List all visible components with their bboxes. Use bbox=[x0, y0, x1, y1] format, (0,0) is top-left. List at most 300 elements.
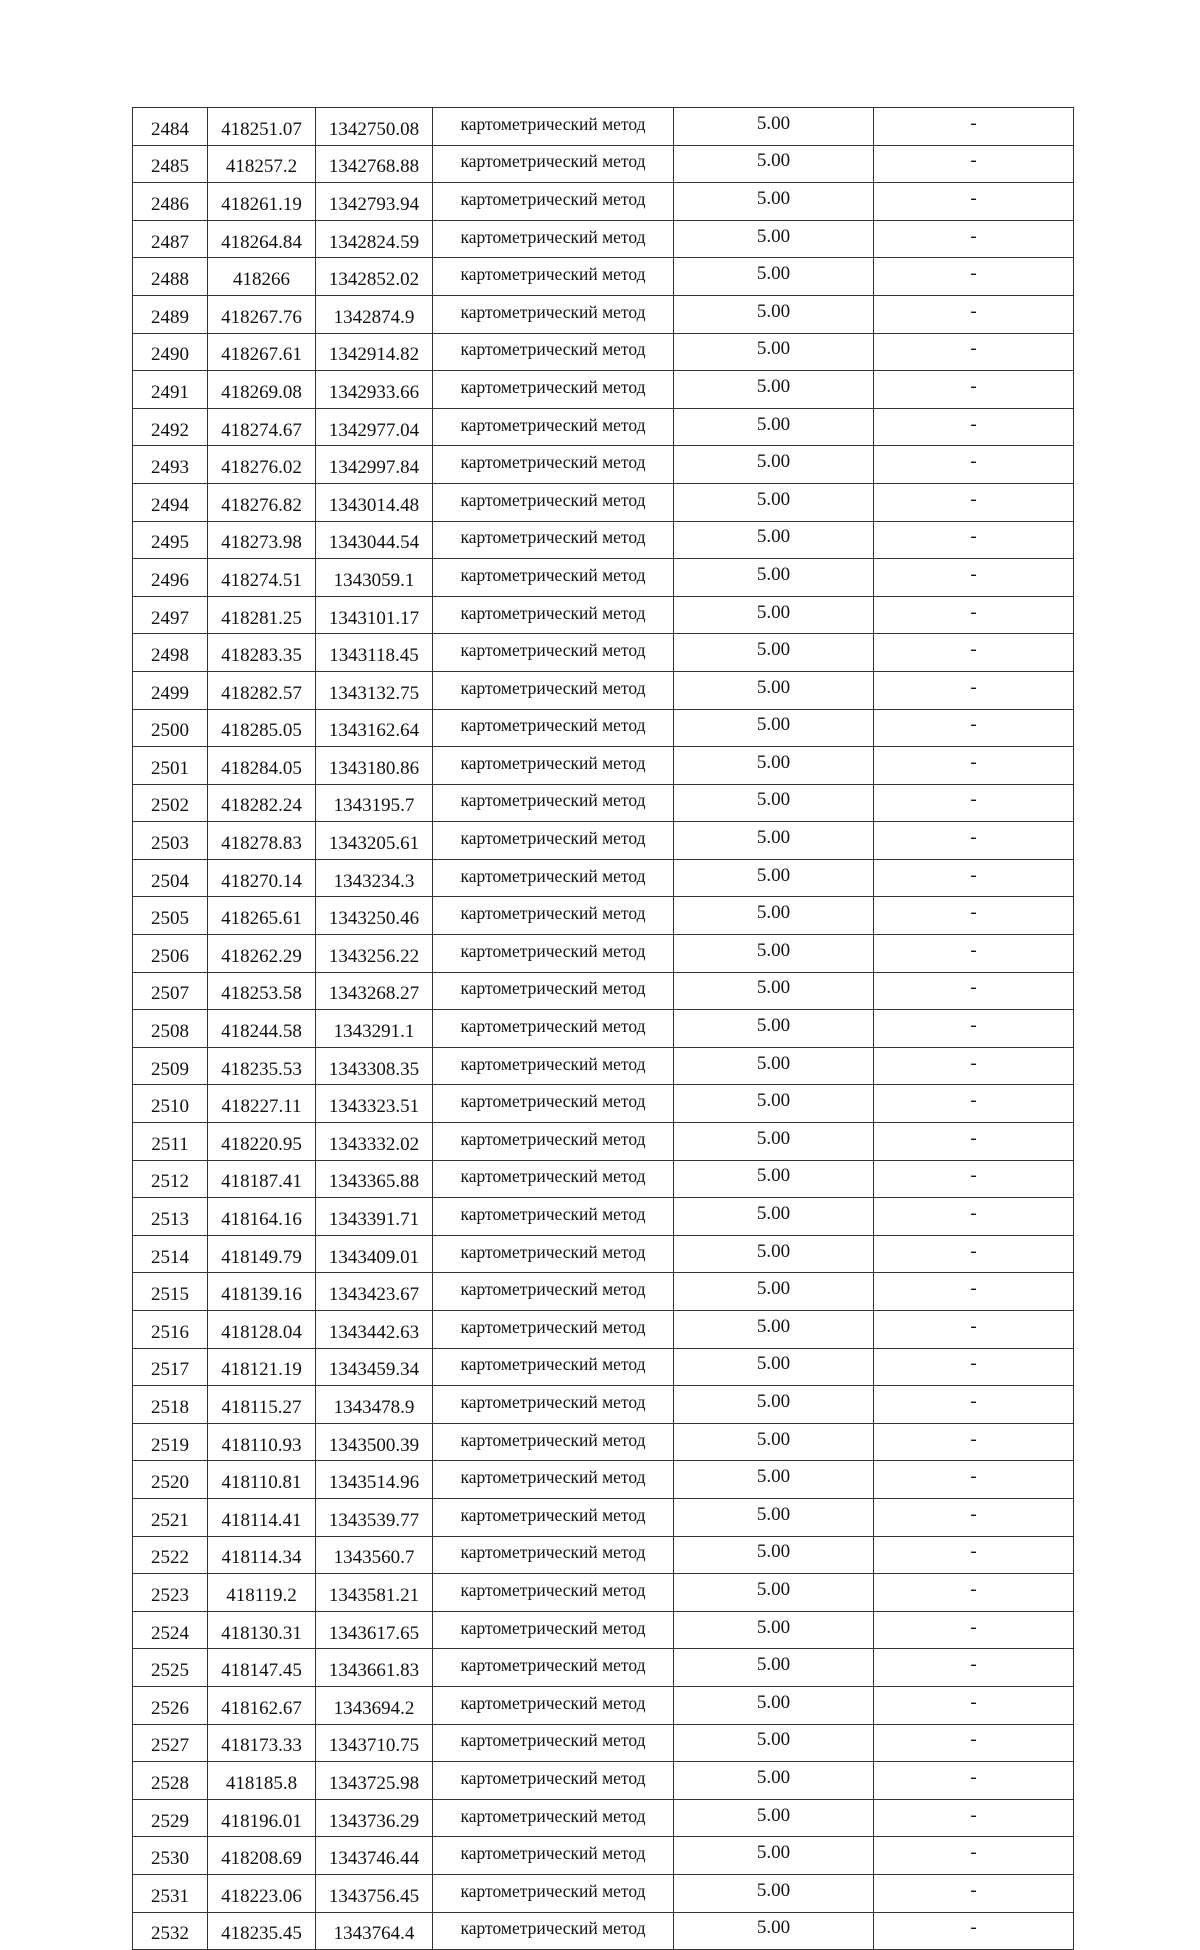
method-cell: картометрический метод bbox=[433, 972, 674, 1010]
y-coordinate-cell: 1343560.7 bbox=[316, 1536, 433, 1574]
note-cell: - bbox=[874, 145, 1074, 183]
table-body bbox=[133, 108, 1074, 1950]
table-row bbox=[133, 709, 1074, 747]
accuracy-cell: 5.00 bbox=[674, 1686, 874, 1724]
point-number-cell: 2516 bbox=[133, 1311, 208, 1349]
x-coordinate-cell: 418266 bbox=[208, 258, 316, 296]
method-cell: картометрический метод bbox=[433, 1762, 674, 1800]
point-number-cell: 2497 bbox=[133, 596, 208, 634]
accuracy-cell: 5.00 bbox=[674, 1198, 874, 1236]
note-cell: - bbox=[874, 1123, 1074, 1161]
x-coordinate-cell: 418196.01 bbox=[208, 1799, 316, 1837]
accuracy-cell: 5.00 bbox=[674, 559, 874, 597]
note-cell: - bbox=[874, 897, 1074, 935]
point-number-cell: 2512 bbox=[133, 1160, 208, 1198]
note-cell: - bbox=[874, 333, 1074, 371]
point-number-cell: 2524 bbox=[133, 1611, 208, 1649]
accuracy-cell: 5.00 bbox=[674, 1611, 874, 1649]
accuracy-cell: 5.00 bbox=[674, 1874, 874, 1912]
y-coordinate-cell: 1342874.9 bbox=[316, 295, 433, 333]
y-coordinate-cell: 1343764.4 bbox=[316, 1912, 433, 1950]
x-coordinate-cell: 418274.67 bbox=[208, 408, 316, 446]
table-row bbox=[133, 1724, 1074, 1762]
table-row bbox=[133, 671, 1074, 709]
accuracy-cell: 5.00 bbox=[674, 1498, 874, 1536]
point-number-cell: 2490 bbox=[133, 333, 208, 371]
table-row bbox=[133, 596, 1074, 634]
y-coordinate-cell: 1343746.44 bbox=[316, 1837, 433, 1875]
method-cell: картометрический метод bbox=[433, 220, 674, 258]
table-row bbox=[133, 1574, 1074, 1612]
accuracy-cell: 5.00 bbox=[674, 1536, 874, 1574]
table-row bbox=[133, 1649, 1074, 1687]
method-cell: картометрический метод bbox=[433, 1160, 674, 1198]
method-cell: картометрический метод bbox=[433, 258, 674, 296]
method-cell: картометрический метод bbox=[433, 408, 674, 446]
point-number-cell: 2491 bbox=[133, 371, 208, 409]
table-row bbox=[133, 559, 1074, 597]
x-coordinate-cell: 418235.45 bbox=[208, 1912, 316, 1950]
note-cell: - bbox=[874, 559, 1074, 597]
accuracy-cell: 5.00 bbox=[674, 1423, 874, 1461]
note-cell: - bbox=[874, 1235, 1074, 1273]
method-cell: картометрический метод bbox=[433, 747, 674, 785]
x-coordinate-cell: 418262.29 bbox=[208, 935, 316, 973]
y-coordinate-cell: 1343500.39 bbox=[316, 1423, 433, 1461]
x-coordinate-cell: 418119.2 bbox=[208, 1574, 316, 1612]
method-cell: картометрический метод bbox=[433, 145, 674, 183]
point-number-cell: 2509 bbox=[133, 1047, 208, 1085]
method-cell: картометрический метод bbox=[433, 1536, 674, 1574]
table-row bbox=[133, 1762, 1074, 1800]
x-coordinate-cell: 418187.41 bbox=[208, 1160, 316, 1198]
table-row bbox=[133, 747, 1074, 785]
table-row bbox=[133, 1273, 1074, 1311]
y-coordinate-cell: 1343391.71 bbox=[316, 1198, 433, 1236]
method-cell: картометрический метод bbox=[433, 935, 674, 973]
y-coordinate-cell: 1343581.21 bbox=[316, 1574, 433, 1612]
y-coordinate-cell: 1342997.84 bbox=[316, 446, 433, 484]
accuracy-cell: 5.00 bbox=[674, 784, 874, 822]
table-row bbox=[133, 784, 1074, 822]
table-row bbox=[133, 1874, 1074, 1912]
table-row bbox=[133, 1348, 1074, 1386]
x-coordinate-cell: 418128.04 bbox=[208, 1311, 316, 1349]
point-number-cell: 2506 bbox=[133, 935, 208, 973]
table-row bbox=[133, 183, 1074, 221]
y-coordinate-cell: 1343323.51 bbox=[316, 1085, 433, 1123]
point-number-cell: 2531 bbox=[133, 1874, 208, 1912]
x-coordinate-cell: 418235.53 bbox=[208, 1047, 316, 1085]
note-cell: - bbox=[874, 1461, 1074, 1499]
x-coordinate-cell: 418110.81 bbox=[208, 1461, 316, 1499]
point-number-cell: 2503 bbox=[133, 822, 208, 860]
note-cell: - bbox=[874, 1912, 1074, 1950]
accuracy-cell: 5.00 bbox=[674, 1649, 874, 1687]
point-number-cell: 2489 bbox=[133, 295, 208, 333]
point-number-cell: 2493 bbox=[133, 446, 208, 484]
method-cell: картометрический метод bbox=[433, 1611, 674, 1649]
note-cell: - bbox=[874, 747, 1074, 785]
x-coordinate-cell: 418173.33 bbox=[208, 1724, 316, 1762]
point-number-cell: 2510 bbox=[133, 1085, 208, 1123]
table-row bbox=[133, 1085, 1074, 1123]
method-cell: картометрический метод bbox=[433, 1047, 674, 1085]
y-coordinate-cell: 1343756.45 bbox=[316, 1874, 433, 1912]
table-row bbox=[133, 446, 1074, 484]
method-cell: картометрический метод bbox=[433, 1123, 674, 1161]
method-cell: картометрический метод bbox=[433, 521, 674, 559]
note-cell: - bbox=[874, 295, 1074, 333]
point-number-cell: 2517 bbox=[133, 1348, 208, 1386]
method-cell: картометрический метод bbox=[433, 1348, 674, 1386]
x-coordinate-cell: 418185.8 bbox=[208, 1762, 316, 1800]
y-coordinate-cell: 1343268.27 bbox=[316, 972, 433, 1010]
point-number-cell: 2528 bbox=[133, 1762, 208, 1800]
note-cell: - bbox=[874, 1311, 1074, 1349]
accuracy-cell: 5.00 bbox=[674, 446, 874, 484]
note-cell: - bbox=[874, 1085, 1074, 1123]
accuracy-cell: 5.00 bbox=[674, 1574, 874, 1612]
table-row bbox=[133, 333, 1074, 371]
x-coordinate-cell: 418110.93 bbox=[208, 1423, 316, 1461]
accuracy-cell: 5.00 bbox=[674, 671, 874, 709]
note-cell: - bbox=[874, 634, 1074, 672]
x-coordinate-cell: 418269.08 bbox=[208, 371, 316, 409]
method-cell: картометрический метод bbox=[433, 446, 674, 484]
method-cell: картометрический метод bbox=[433, 295, 674, 333]
point-number-cell: 2530 bbox=[133, 1837, 208, 1875]
point-number-cell: 2515 bbox=[133, 1273, 208, 1311]
method-cell: картометрический метод bbox=[433, 1799, 674, 1837]
point-number-cell: 2501 bbox=[133, 747, 208, 785]
table-row bbox=[133, 972, 1074, 1010]
method-cell: картометрический метод bbox=[433, 1461, 674, 1499]
accuracy-cell: 5.00 bbox=[674, 220, 874, 258]
point-number-cell: 2484 bbox=[133, 108, 208, 146]
note-cell: - bbox=[874, 1423, 1074, 1461]
x-coordinate-cell: 418223.06 bbox=[208, 1874, 316, 1912]
y-coordinate-cell: 1343044.54 bbox=[316, 521, 433, 559]
x-coordinate-cell: 418114.34 bbox=[208, 1536, 316, 1574]
table-row bbox=[133, 897, 1074, 935]
note-cell: - bbox=[874, 1160, 1074, 1198]
method-cell: картометрический метод bbox=[433, 1686, 674, 1724]
note-cell: - bbox=[874, 183, 1074, 221]
point-number-cell: 2496 bbox=[133, 559, 208, 597]
accuracy-cell: 5.00 bbox=[674, 596, 874, 634]
x-coordinate-cell: 418208.69 bbox=[208, 1837, 316, 1875]
note-cell: - bbox=[874, 1498, 1074, 1536]
method-cell: картометрический метод bbox=[433, 371, 674, 409]
method-cell: картометрический метод bbox=[433, 1574, 674, 1612]
y-coordinate-cell: 1343059.1 bbox=[316, 559, 433, 597]
x-coordinate-cell: 418267.76 bbox=[208, 295, 316, 333]
note-cell: - bbox=[874, 446, 1074, 484]
y-coordinate-cell: 1343710.75 bbox=[316, 1724, 433, 1762]
y-coordinate-cell: 1342914.82 bbox=[316, 333, 433, 371]
x-coordinate-cell: 418276.82 bbox=[208, 483, 316, 521]
point-number-cell: 2507 bbox=[133, 972, 208, 1010]
table-row bbox=[133, 1611, 1074, 1649]
note-cell: - bbox=[874, 108, 1074, 146]
note-cell: - bbox=[874, 258, 1074, 296]
table-row bbox=[133, 1461, 1074, 1499]
table-row bbox=[133, 859, 1074, 897]
accuracy-cell: 5.00 bbox=[674, 822, 874, 860]
note-cell: - bbox=[874, 521, 1074, 559]
note-cell: - bbox=[874, 1047, 1074, 1085]
table-row bbox=[133, 295, 1074, 333]
x-coordinate-cell: 418147.45 bbox=[208, 1649, 316, 1687]
point-number-cell: 2532 bbox=[133, 1912, 208, 1950]
note-cell: - bbox=[874, 859, 1074, 897]
method-cell: картометрический метод bbox=[433, 1386, 674, 1424]
accuracy-cell: 5.00 bbox=[674, 859, 874, 897]
x-coordinate-cell: 418115.27 bbox=[208, 1386, 316, 1424]
table-row bbox=[133, 935, 1074, 973]
y-coordinate-cell: 1343694.2 bbox=[316, 1686, 433, 1724]
y-coordinate-cell: 1343291.1 bbox=[316, 1010, 433, 1048]
table-row bbox=[133, 483, 1074, 521]
method-cell: картометрический метод bbox=[433, 1912, 674, 1950]
x-coordinate-cell: 418244.58 bbox=[208, 1010, 316, 1048]
note-cell: - bbox=[874, 1536, 1074, 1574]
point-number-cell: 2498 bbox=[133, 634, 208, 672]
method-cell: картометрический метод bbox=[433, 1498, 674, 1536]
method-cell: картометрический метод bbox=[433, 1235, 674, 1273]
method-cell: картометрический метод bbox=[433, 859, 674, 897]
method-cell: картометрический метод bbox=[433, 1311, 674, 1349]
method-cell: картометрический метод bbox=[433, 333, 674, 371]
method-cell: картометрический метод bbox=[433, 1198, 674, 1236]
accuracy-cell: 5.00 bbox=[674, 295, 874, 333]
method-cell: картометрический метод bbox=[433, 1724, 674, 1762]
table-row bbox=[133, 634, 1074, 672]
accuracy-cell: 5.00 bbox=[674, 483, 874, 521]
point-number-cell: 2502 bbox=[133, 784, 208, 822]
y-coordinate-cell: 1343180.86 bbox=[316, 747, 433, 785]
note-cell: - bbox=[874, 1273, 1074, 1311]
note-cell: - bbox=[874, 371, 1074, 409]
point-number-cell: 2486 bbox=[133, 183, 208, 221]
accuracy-cell: 5.00 bbox=[674, 371, 874, 409]
y-coordinate-cell: 1343132.75 bbox=[316, 671, 433, 709]
accuracy-cell: 5.00 bbox=[674, 1912, 874, 1950]
point-number-cell: 2527 bbox=[133, 1724, 208, 1762]
y-coordinate-cell: 1343736.29 bbox=[316, 1799, 433, 1837]
x-coordinate-cell: 418130.31 bbox=[208, 1611, 316, 1649]
y-coordinate-cell: 1343101.17 bbox=[316, 596, 433, 634]
accuracy-cell: 5.00 bbox=[674, 1724, 874, 1762]
table-row bbox=[133, 371, 1074, 409]
y-coordinate-cell: 1343365.88 bbox=[316, 1160, 433, 1198]
point-number-cell: 2504 bbox=[133, 859, 208, 897]
accuracy-cell: 5.00 bbox=[674, 1762, 874, 1800]
x-coordinate-cell: 418267.61 bbox=[208, 333, 316, 371]
point-number-cell: 2505 bbox=[133, 897, 208, 935]
note-cell: - bbox=[874, 1874, 1074, 1912]
method-cell: картометрический метод bbox=[433, 559, 674, 597]
x-coordinate-cell: 418282.24 bbox=[208, 784, 316, 822]
note-cell: - bbox=[874, 709, 1074, 747]
method-cell: картометрический метод bbox=[433, 784, 674, 822]
note-cell: - bbox=[874, 972, 1074, 1010]
point-number-cell: 2494 bbox=[133, 483, 208, 521]
x-coordinate-cell: 418264.84 bbox=[208, 220, 316, 258]
x-coordinate-cell: 418121.19 bbox=[208, 1348, 316, 1386]
table-row bbox=[133, 1123, 1074, 1161]
point-number-cell: 2495 bbox=[133, 521, 208, 559]
accuracy-cell: 5.00 bbox=[674, 935, 874, 973]
y-coordinate-cell: 1342750.08 bbox=[316, 108, 433, 146]
x-coordinate-cell: 418257.2 bbox=[208, 145, 316, 183]
x-coordinate-cell: 418276.02 bbox=[208, 446, 316, 484]
method-cell: картометрический метод bbox=[433, 1085, 674, 1123]
accuracy-cell: 5.00 bbox=[674, 1311, 874, 1349]
y-coordinate-cell: 1343617.65 bbox=[316, 1611, 433, 1649]
x-coordinate-cell: 418281.25 bbox=[208, 596, 316, 634]
point-number-cell: 2492 bbox=[133, 408, 208, 446]
x-coordinate-cell: 418114.41 bbox=[208, 1498, 316, 1536]
accuracy-cell: 5.00 bbox=[674, 183, 874, 221]
accuracy-cell: 5.00 bbox=[674, 1235, 874, 1273]
method-cell: картометрический метод bbox=[433, 1010, 674, 1048]
method-cell: картометрический метод bbox=[433, 108, 674, 146]
accuracy-cell: 5.00 bbox=[674, 1799, 874, 1837]
y-coordinate-cell: 1342768.88 bbox=[316, 145, 433, 183]
y-coordinate-cell: 1342824.59 bbox=[316, 220, 433, 258]
method-cell: картометрический метод bbox=[433, 897, 674, 935]
point-number-cell: 2499 bbox=[133, 671, 208, 709]
note-cell: - bbox=[874, 822, 1074, 860]
x-coordinate-cell: 418227.11 bbox=[208, 1085, 316, 1123]
table-row bbox=[133, 1160, 1074, 1198]
accuracy-cell: 5.00 bbox=[674, 1386, 874, 1424]
coordinates-table bbox=[132, 107, 1074, 1950]
accuracy-cell: 5.00 bbox=[674, 1837, 874, 1875]
method-cell: картометрический метод bbox=[433, 822, 674, 860]
method-cell: картометрический метод bbox=[433, 1649, 674, 1687]
point-number-cell: 2519 bbox=[133, 1423, 208, 1461]
accuracy-cell: 5.00 bbox=[674, 1273, 874, 1311]
accuracy-cell: 5.00 bbox=[674, 145, 874, 183]
point-number-cell: 2518 bbox=[133, 1386, 208, 1424]
y-coordinate-cell: 1343661.83 bbox=[316, 1649, 433, 1687]
note-cell: - bbox=[874, 1348, 1074, 1386]
accuracy-cell: 5.00 bbox=[674, 1047, 874, 1085]
point-number-cell: 2485 bbox=[133, 145, 208, 183]
accuracy-cell: 5.00 bbox=[674, 408, 874, 446]
point-number-cell: 2529 bbox=[133, 1799, 208, 1837]
table-row bbox=[133, 1912, 1074, 1950]
y-coordinate-cell: 1343459.34 bbox=[316, 1348, 433, 1386]
method-cell: картометрический метод bbox=[433, 1273, 674, 1311]
table-row bbox=[133, 1235, 1074, 1273]
method-cell: картометрический метод bbox=[433, 483, 674, 521]
table-row bbox=[133, 822, 1074, 860]
point-number-cell: 2488 bbox=[133, 258, 208, 296]
note-cell: - bbox=[874, 1198, 1074, 1236]
accuracy-cell: 5.00 bbox=[674, 972, 874, 1010]
note-cell: - bbox=[874, 596, 1074, 634]
y-coordinate-cell: 1343409.01 bbox=[316, 1235, 433, 1273]
accuracy-cell: 5.00 bbox=[674, 1461, 874, 1499]
accuracy-cell: 5.00 bbox=[674, 258, 874, 296]
y-coordinate-cell: 1343442.63 bbox=[316, 1311, 433, 1349]
point-number-cell: 2511 bbox=[133, 1123, 208, 1161]
table-row bbox=[133, 1311, 1074, 1349]
table-row bbox=[133, 408, 1074, 446]
table-row bbox=[133, 521, 1074, 559]
y-coordinate-cell: 1343256.22 bbox=[316, 935, 433, 973]
method-cell: картометрический метод bbox=[433, 671, 674, 709]
note-cell: - bbox=[874, 1010, 1074, 1048]
x-coordinate-cell: 418261.19 bbox=[208, 183, 316, 221]
y-coordinate-cell: 1343332.02 bbox=[316, 1123, 433, 1161]
table-row bbox=[133, 1799, 1074, 1837]
x-coordinate-cell: 418282.57 bbox=[208, 671, 316, 709]
note-cell: - bbox=[874, 1611, 1074, 1649]
table-row bbox=[133, 258, 1074, 296]
accuracy-cell: 5.00 bbox=[674, 333, 874, 371]
table-row bbox=[133, 1686, 1074, 1724]
accuracy-cell: 5.00 bbox=[674, 1160, 874, 1198]
accuracy-cell: 5.00 bbox=[674, 634, 874, 672]
point-number-cell: 2508 bbox=[133, 1010, 208, 1048]
y-coordinate-cell: 1342852.02 bbox=[316, 258, 433, 296]
y-coordinate-cell: 1343195.7 bbox=[316, 784, 433, 822]
y-coordinate-cell: 1343308.35 bbox=[316, 1047, 433, 1085]
accuracy-cell: 5.00 bbox=[674, 747, 874, 785]
note-cell: - bbox=[874, 1799, 1074, 1837]
note-cell: - bbox=[874, 671, 1074, 709]
method-cell: картометрический метод bbox=[433, 596, 674, 634]
x-coordinate-cell: 418253.58 bbox=[208, 972, 316, 1010]
point-number-cell: 2525 bbox=[133, 1649, 208, 1687]
table-row bbox=[133, 1536, 1074, 1574]
x-coordinate-cell: 418220.95 bbox=[208, 1123, 316, 1161]
table-row bbox=[133, 1198, 1074, 1236]
x-coordinate-cell: 418162.67 bbox=[208, 1686, 316, 1724]
y-coordinate-cell: 1343539.77 bbox=[316, 1498, 433, 1536]
y-coordinate-cell: 1343478.9 bbox=[316, 1386, 433, 1424]
y-coordinate-cell: 1343205.61 bbox=[316, 822, 433, 860]
table-row bbox=[133, 145, 1074, 183]
note-cell: - bbox=[874, 1724, 1074, 1762]
accuracy-cell: 5.00 bbox=[674, 108, 874, 146]
note-cell: - bbox=[874, 784, 1074, 822]
point-number-cell: 2514 bbox=[133, 1235, 208, 1273]
x-coordinate-cell: 418278.83 bbox=[208, 822, 316, 860]
point-number-cell: 2500 bbox=[133, 709, 208, 747]
note-cell: - bbox=[874, 220, 1074, 258]
note-cell: - bbox=[874, 1386, 1074, 1424]
method-cell: картометрический метод bbox=[433, 1837, 674, 1875]
y-coordinate-cell: 1343118.45 bbox=[316, 634, 433, 672]
note-cell: - bbox=[874, 408, 1074, 446]
table-row bbox=[133, 108, 1074, 146]
point-number-cell: 2522 bbox=[133, 1536, 208, 1574]
x-coordinate-cell: 418284.05 bbox=[208, 747, 316, 785]
point-number-cell: 2513 bbox=[133, 1198, 208, 1236]
x-coordinate-cell: 418149.79 bbox=[208, 1235, 316, 1273]
y-coordinate-cell: 1343423.67 bbox=[316, 1273, 433, 1311]
note-cell: - bbox=[874, 1837, 1074, 1875]
x-coordinate-cell: 418270.14 bbox=[208, 859, 316, 897]
accuracy-cell: 5.00 bbox=[674, 1123, 874, 1161]
table-row bbox=[133, 1047, 1074, 1085]
